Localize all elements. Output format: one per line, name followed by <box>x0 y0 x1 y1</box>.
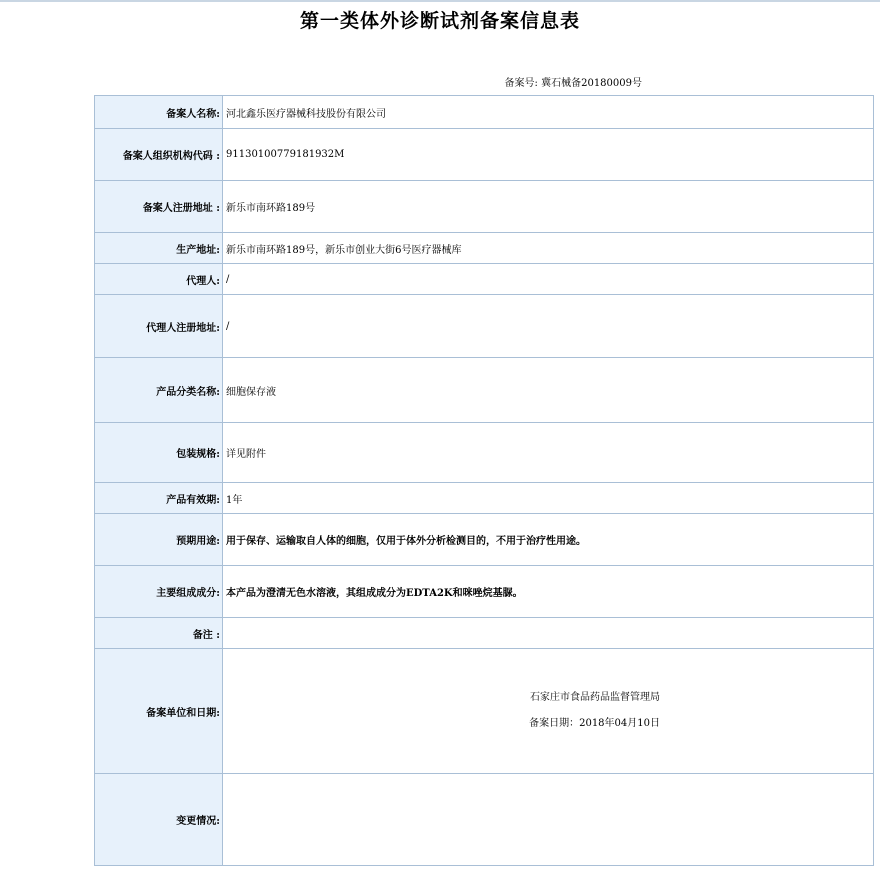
row-value: 详见附件 <box>223 423 874 483</box>
row-value: 新乐市南环路189号，新乐市创业大街6号医疗器械库 <box>223 233 874 264</box>
table-row <box>95 233 874 264</box>
row-label: 产品有效期: <box>95 483 223 514</box>
table-row <box>95 264 874 295</box>
row-label: 预期用途: <box>95 514 223 566</box>
table-row <box>95 566 874 618</box>
table-row <box>95 514 874 566</box>
page-title: 第一类体外诊断试剂备案信息表 <box>299 10 580 32</box>
row-value: 用于保存、运输取自人体的细胞，仅用于体外分析检测目的，不用于治疗性用途。 <box>223 514 874 566</box>
row-label: 包装规格: <box>95 423 223 483</box>
row-label: 主要组成成分: <box>95 566 223 618</box>
row-value <box>223 618 874 649</box>
row-value: / <box>223 264 874 295</box>
row-value: 911301007791819​32M <box>223 129 874 181</box>
row-value <box>223 774 874 866</box>
row-value: / <box>223 295 874 358</box>
table-row <box>95 96 874 129</box>
record-date: 备案日期：2018年04月10日 <box>529 718 660 729</box>
row-label: 备案人注册地址 : <box>95 181 223 233</box>
row-value: 本产品为澄清无色水溶液，其组成成分为EDTA2K和咪唑烷基脲。 <box>223 566 874 618</box>
row-value: 河北鑫乐医疗器械科技股份有限公司 <box>223 96 874 129</box>
row-label: 备案人组织机构代码 : <box>95 129 223 181</box>
row-label: 代理人: <box>95 264 223 295</box>
table-row <box>95 774 874 866</box>
row-label: 生产地址: <box>95 233 223 264</box>
table-row <box>95 423 874 483</box>
table-row <box>95 181 874 233</box>
table-row <box>95 358 874 423</box>
table-row <box>95 129 874 181</box>
row-value: 细胞保存液 <box>223 358 874 423</box>
table-row <box>95 483 874 514</box>
record-number: 备案号: 冀石械备20180009号 <box>504 78 642 89</box>
row-value: 1年 <box>223 483 874 514</box>
table-row <box>95 295 874 358</box>
row-label: 代理人注册地址: <box>95 295 223 358</box>
row-label: 备案单位和日期: <box>95 649 223 774</box>
issuer-name: 石家庄市食品药品监督管理局 <box>530 692 660 703</box>
info-table <box>94 95 874 866</box>
row-label: 产品分类名称: <box>95 358 223 423</box>
row-label: 备注 : <box>95 618 223 649</box>
row-value: 新乐市南环路189号 <box>223 181 874 233</box>
row-value <box>223 649 874 774</box>
row-label: 备案人名称: <box>95 96 223 129</box>
table-row <box>95 649 874 774</box>
row-label: 变更情况: <box>95 774 223 866</box>
table-row <box>95 618 874 649</box>
top-rule <box>0 0 880 2</box>
